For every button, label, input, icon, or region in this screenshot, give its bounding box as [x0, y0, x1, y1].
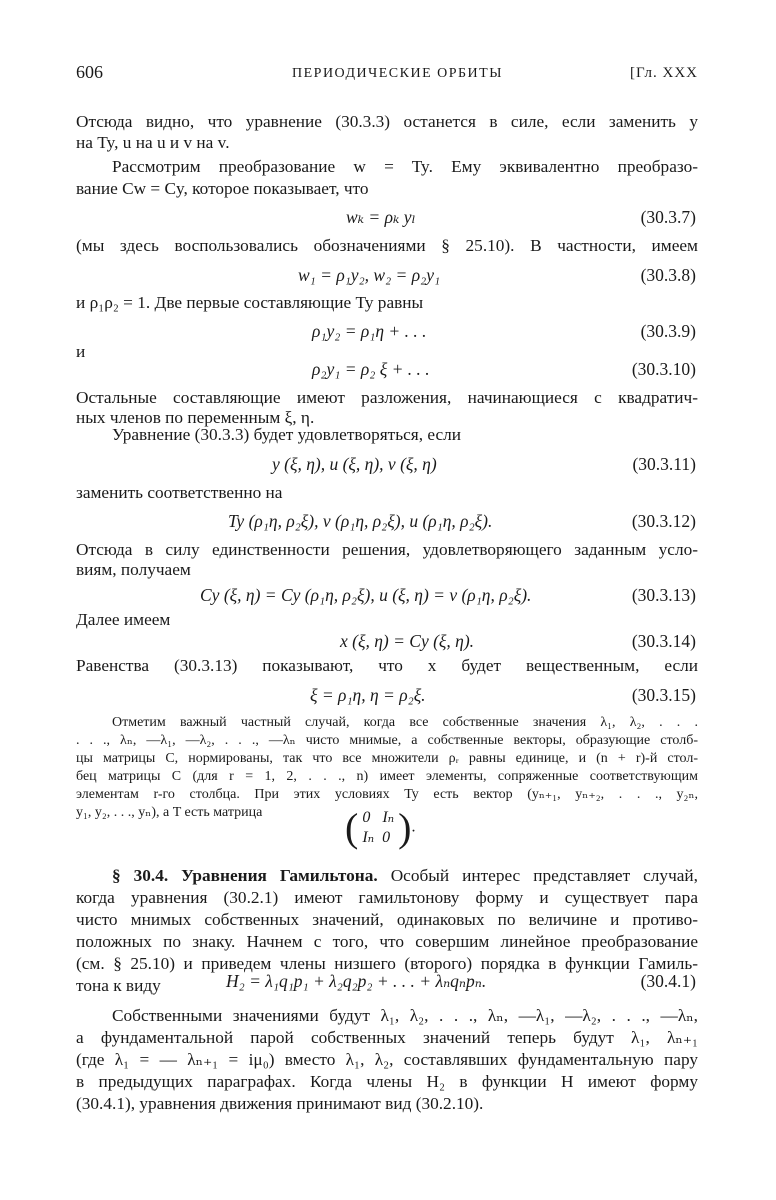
matrix-T [345, 805, 416, 850]
equation-number: (30.3.14) [631, 631, 696, 651]
equation-number: (30.3.8) [640, 265, 696, 285]
text-line: (где λ₁ = — λₙ₊₁ = iμ₀) вместо λ₁, λ₂, составлявших фундаментальную пару [76, 1050, 698, 1069]
section-first-line [112, 866, 698, 886]
text-line: тона к виду [76, 976, 161, 995]
text-line: а фундаментальной парой собственных значений теперь будут λ₁, λₙ₊₁ [76, 1028, 698, 1047]
text-line: Равенства (30.3.13) показывают, что x будет вещественным, если [76, 656, 698, 675]
text-line: Отсюда в силу единственности решения, удовлетворяющего заданным усло- [76, 540, 698, 559]
note-line: бец матрицы C (для r = 1, 2, . . ., n) имеет элементы, сопряженные соответствующим [76, 769, 698, 784]
equation-number: (30.3.9) [640, 321, 696, 341]
equation-formula: wₖ = ρₖ yₗ [346, 207, 416, 227]
equation-number: (30.3.7) [640, 207, 696, 227]
equation-number: (30.3.13) [631, 585, 696, 605]
equation-formula: y (ξ, η), u (ξ, η), v (ξ, η) [272, 454, 437, 474]
text-line: вание Cw = Cy, которое показывает, что [76, 179, 369, 198]
text-line: и [76, 342, 86, 361]
text-line: положных по знаку. Начнем с того, что совершим линейное преобразование [76, 932, 698, 951]
matrix-cell: 0 [362, 809, 371, 826]
chapter-label: [Гл. XXX [629, 65, 698, 81]
equation-number: (30.3.15) [631, 685, 696, 705]
text-line: в предыдущих параграфах. Когда члены H₂ в функции H имеют форму [76, 1072, 698, 1091]
text-line: виям, получаем [76, 560, 191, 579]
note-line: y₁, y₂, . . ., yₙ), а T есть матрица [76, 805, 263, 820]
text-line: чисто мнимых собственных значений, одинаковых по величине и противо- [76, 910, 698, 929]
text-line: ных членов по переменным ξ, η. [76, 408, 315, 427]
equation-number: (30.3.11) [632, 454, 696, 474]
text-line: (см. § 25.10) и приведем члены низшего (второго) порядка в функции Гамиль- [76, 954, 698, 973]
text-line: на Ty, u на u и v на v. [76, 133, 230, 152]
text-line: и ρ₁ρ₂ = 1. Две первые составляющие Ty равны [76, 293, 424, 312]
equation-formula: H₂ = λ₁q₁p₁ + λ₂q₂p₂ + . . . + λₙqₙpₙ. [226, 971, 487, 991]
matrix-cell: 0 [382, 829, 391, 846]
equation-formula: Cy (ξ, η) = Cy (ρ₁η, ρ₂ξ), u (ξ, η) = v (ρ₁η, ρ₂ξ). [200, 585, 532, 605]
right-paren: ) [398, 805, 412, 850]
equation-formula: ρ₂y₁ = ρ₂ ξ + . . . [312, 359, 430, 379]
text-line: Особый интерес представляет случай, [390, 866, 698, 885]
text-line: когда уравнения (30.2.1) имеют гамильтонову форму и существует пара [76, 888, 698, 907]
text-line: (30.4.1), уравнения движения принимают вид (30.2.10). [76, 1094, 484, 1113]
text-line: Остальные составляющие имеют разложения, начинающиеся с квадратич- [76, 388, 698, 407]
equation-number: (30.4.1) [640, 971, 696, 991]
text-line: Рассмотрим преобразование w = Ty. Ему эквивалентно преобразо- [112, 157, 698, 176]
equation-formula: w₁ = ρ₁y₂, w₂ = ρ₂y₁ [298, 265, 441, 285]
page-number: 606 [76, 62, 103, 82]
text-line: (мы здесь воспользовались обозначениями § 25.10). В частности, имеем [76, 236, 698, 255]
text-line: Уравнение (30.3.3) будет удовлетворяться, если [112, 425, 462, 444]
equation-number: (30.3.10) [631, 359, 696, 379]
equation-formula: ξ = ρ₁η, η = ρ₂ξ. [310, 685, 426, 705]
note-line: элементам r-го столбца. При этих условиях Ty есть вектор (yₙ₊₁, yₙ₊₂, . . ., y₂ₙ, [76, 787, 698, 802]
matrix-period: . [411, 818, 416, 836]
text-line: Отсюда видно, что уравнение (30.3.3) останется в силе, если заменить y [76, 112, 698, 131]
equation-number: (30.3.12) [631, 511, 696, 531]
equation-formula: ρ₁y₂ = ρ₁η + . . . [312, 321, 427, 341]
matrix-cell: Iₙ [382, 809, 395, 826]
text-line: заменить соответственно на [76, 483, 283, 502]
text-line: Собственными значениями будут λ₁, λ₂, . . ., λₙ, —λ₁, —λ₂, . . ., —λₙ, [112, 1006, 698, 1025]
matrix-cells [362, 808, 394, 848]
matrix-cell: Iₙ [362, 829, 375, 846]
note-line: цы матрицы C, нормированы, так что все множители ρᵣ равны единице, и (n + r)-й стол- [76, 751, 698, 766]
note-line: . . ., λₙ, —λ₁, —λ₂, . . ., —λₙ чисто мнимые, а собственные векторы, образующие столб- [76, 733, 698, 748]
text-line: Далее имеем [76, 610, 171, 629]
left-paren: ( [345, 805, 359, 850]
section-heading: § 30.4. Уравнения Гамильтона. [112, 866, 378, 885]
equation-formula: Ty (ρ₁η, ρ₂ξ), v (ρ₁η, ρ₂ξ), u (ρ₁η, ρ₂ξ). [228, 511, 493, 531]
running-title: ПЕРИОДИЧЕСКИЕ ОРБИТЫ [292, 66, 503, 81]
equation-formula: x (ξ, η) = Cy (ξ, η). [340, 631, 475, 651]
note-line: Отметим важный частный случай, когда все собственные значения λ₁, λ₂, . . . [112, 715, 698, 730]
